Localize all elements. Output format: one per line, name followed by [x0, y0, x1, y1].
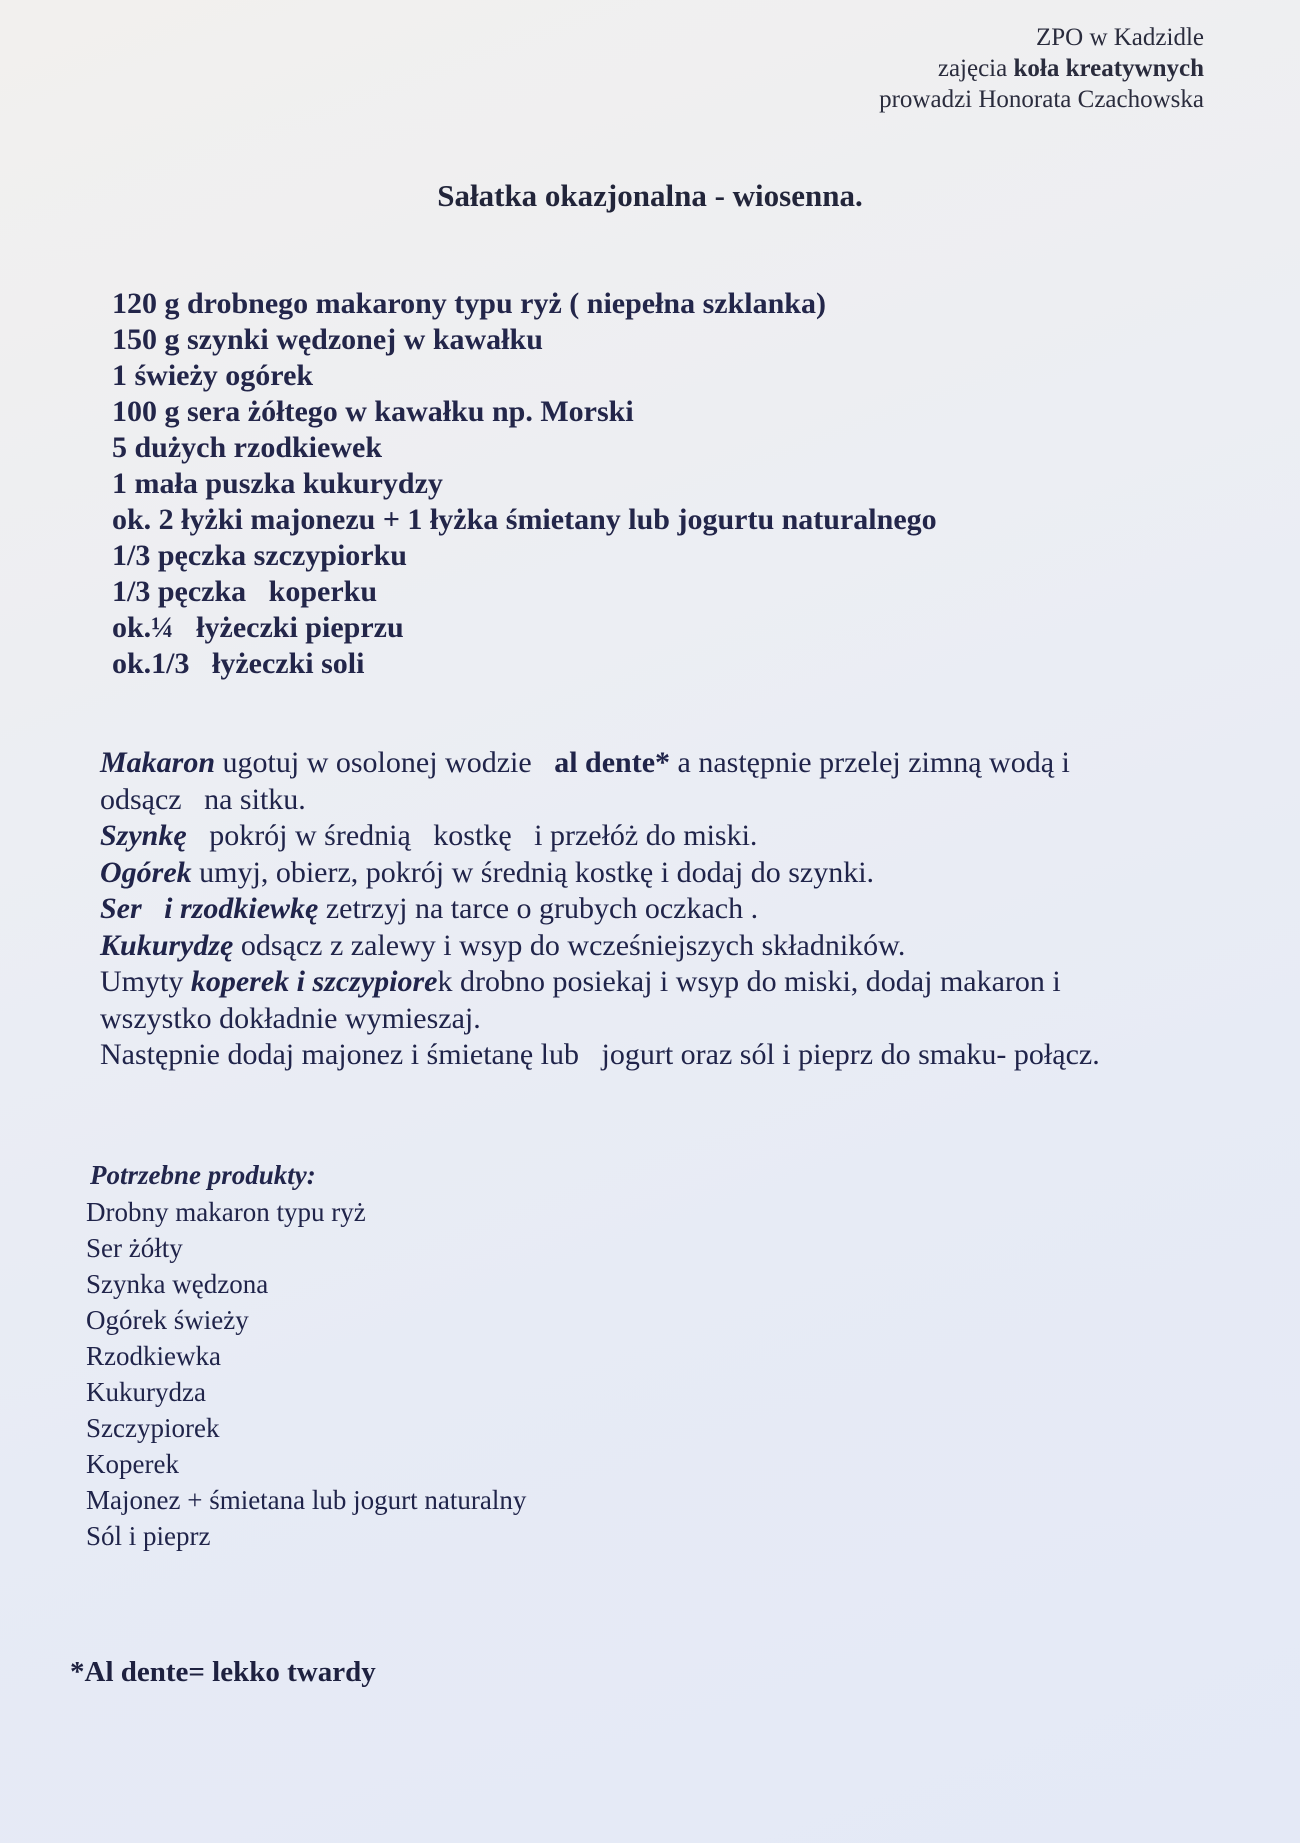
- ingredient-item: 5 dużych rzodkiewek: [112, 431, 382, 464]
- product-item: Szczypiorek: [86, 1413, 220, 1443]
- instruction-line: wszystko dokładnie wymieszaj.: [100, 1001, 481, 1035]
- instructions: [100, 745, 1240, 1074]
- products-list: [86, 1194, 526, 1554]
- ingredients-list: [112, 286, 937, 682]
- ingredient-item: 1 mała puszka kukurydzy: [112, 467, 443, 500]
- recipe-title: Sałatka okazjonalna - wiosenna.: [437, 178, 863, 213]
- product-item: Koperek: [86, 1449, 179, 1479]
- instruction-line: Szynkę pokrój w średnią kostkę i przełóż do miski.: [100, 819, 758, 852]
- ingredient-item: 1/3 pęczka koperku: [112, 575, 378, 608]
- footnote: *Al dente= lekko twardy: [70, 1656, 376, 1688]
- ingredient-item: 120 g drobnego makarony typu ryż ( niepełna szklanka): [112, 287, 826, 320]
- ingredient-item: ok. 2 łyżki majonezu + 1 łyżka śmietany lub jogurtu naturalnego: [112, 503, 937, 536]
- product-item: Kukurydza: [86, 1377, 206, 1407]
- class-name: zajęcia koła kreatywnych: [937, 55, 1204, 82]
- product-item: Rzodkiewka: [86, 1341, 221, 1371]
- ingredient-item: ok.1/3 łyżeczki soli: [112, 647, 365, 680]
- instruction-line: Makaron ugotuj w osolonej wodzie al dente* a następnie przelej zimną wodą i: [100, 746, 1070, 779]
- product-item: Majonez + śmietana lub jogurt naturalny: [86, 1485, 527, 1515]
- ingredient-item: 1 świeży ogórek: [112, 359, 314, 392]
- instruction-line: Umyty koperek i szczypiorek drobno posiekaj i wsyp do miski, dodaj makaron i: [100, 965, 1061, 998]
- ingredient-item: ok.¼ łyżeczki pieprzu: [112, 611, 404, 644]
- instruction-line: Ser i rzodkiewkę zetrzyj na tarce o grubych oczkach .: [100, 892, 759, 925]
- product-item: Ogórek świeży: [86, 1305, 249, 1335]
- ingredient-item: 150 g szynki wędzonej w kawałku: [112, 323, 543, 356]
- ingredient-item: 1/3 pęczka szczypiorku: [112, 539, 407, 572]
- product-item: Szynka wędzona: [86, 1269, 269, 1299]
- instruction-line: Następnie dodaj majonez i śmietanę lub jogurt oraz sól i pieprz do smaku- połącz.: [100, 1038, 1100, 1071]
- instruction-line: odsącz na sitku.: [100, 782, 306, 816]
- instruction-line: Ogórek umyj, obierz, pokrój w średnią kostkę i dodaj do szynki.: [100, 855, 875, 889]
- product-item: Drobny makaron typu ryż: [86, 1197, 366, 1227]
- teacher-name: prowadzi Honorata Czachowska: [879, 86, 1204, 113]
- instruction-line: Kukurydzę odsącz z zalewy i wsyp do wcześniejszych składników.: [100, 928, 906, 962]
- product-item: Sól i pieprz: [86, 1521, 211, 1551]
- ingredient-item: 100 g sera żółtego w kawałku np. Morski: [112, 395, 634, 428]
- header-block: [879, 22, 1204, 115]
- school-name: ZPO w Kadzidle: [1035, 24, 1204, 51]
- product-item: Ser żółty: [86, 1233, 183, 1263]
- products-heading: Potrzebne produkty:: [90, 1160, 316, 1190]
